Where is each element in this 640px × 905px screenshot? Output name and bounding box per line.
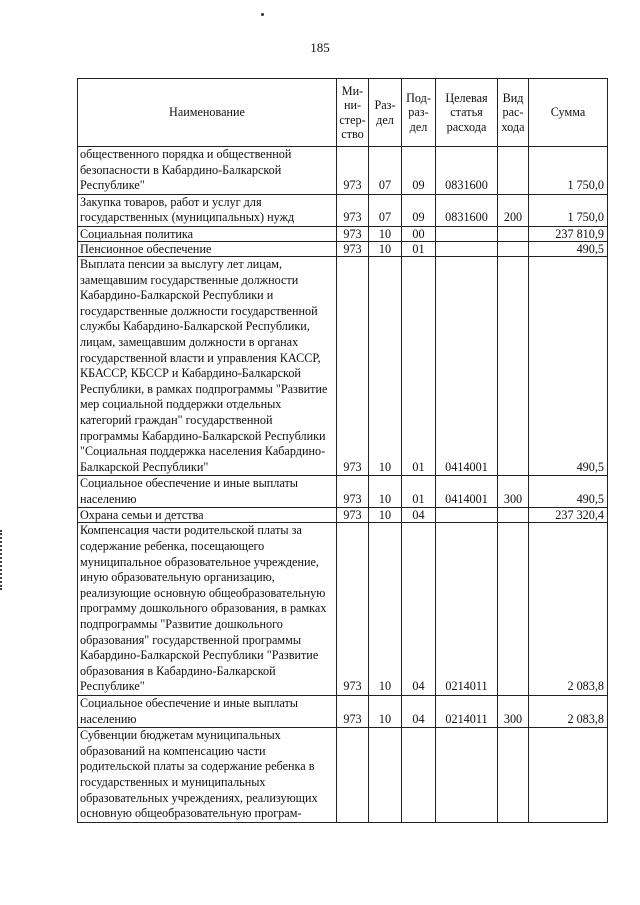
row-ministry: 973 bbox=[337, 194, 369, 226]
row-type bbox=[498, 226, 529, 241]
row-ministry bbox=[337, 728, 369, 823]
row-type: 300 bbox=[498, 696, 529, 728]
table-row bbox=[78, 194, 608, 226]
row-name: Субвенции бюджетам муниципальных образований на компенсацию части родительской платы за содержание ребенка в государственных и муниципальных образовательных учреждениях, реализующих основную общеобразовательную програм- bbox=[78, 728, 337, 823]
row-sum: 490,5 bbox=[529, 241, 608, 256]
header-sum: Сумма bbox=[529, 79, 608, 147]
row-section: 07 bbox=[369, 147, 402, 195]
row-sum: 2 083,8 bbox=[529, 696, 608, 728]
row-ministry: 973 bbox=[337, 508, 369, 523]
row-sum: 237 320,4 bbox=[529, 508, 608, 523]
page-number: 185 bbox=[310, 40, 330, 55]
row-sum: 2 083,8 bbox=[529, 523, 608, 696]
row-sum: 1 750,0 bbox=[529, 194, 608, 226]
row-section: 10 bbox=[369, 696, 402, 728]
row-target: 0414001 bbox=[436, 476, 498, 508]
row-type bbox=[498, 241, 529, 256]
row-section: 10 bbox=[369, 241, 402, 256]
row-target bbox=[436, 241, 498, 256]
table-row bbox=[78, 728, 608, 823]
row-name: Пенсионное обеспечение bbox=[78, 241, 337, 256]
row-section: 10 bbox=[369, 508, 402, 523]
row-type bbox=[498, 728, 529, 823]
row-target: 0831600 bbox=[436, 147, 498, 195]
row-name: Социальная политика bbox=[78, 226, 337, 241]
table-row bbox=[78, 476, 608, 508]
row-ministry: 973 bbox=[337, 476, 369, 508]
row-name: Выплата пенсии за выслугу лет лицам, замещавшим государственные должности Кабардино-Балкарской Республики и государственные должности государственной службы Кабардино-Балкарской Республики, лицам, замещавшим должности в органах государственной власти и управления КАССР, КБАССР, КБССР и Кабардино-Балкарской Республики, в рамках подпрограммы "Развитие мер социальной поддержки отдельных категорий граждан" государственной программы Кабардино-Балкарской Республики "Социальная поддержка населения Кабардино-Балкарской Республики" bbox=[78, 256, 337, 475]
row-sum: 490,5 bbox=[529, 476, 608, 508]
row-subsection: 01 bbox=[402, 241, 436, 256]
row-subsection: 00 bbox=[402, 226, 436, 241]
row-target bbox=[436, 226, 498, 241]
row-subsection bbox=[402, 728, 436, 823]
row-name: общественного порядка и общественной безопасности в Кабардино-Балкарской Республике" bbox=[78, 147, 337, 195]
row-name: Закупка товаров, работ и услуг для государственных (муниципальных) нужд bbox=[78, 194, 337, 226]
row-subsection: 01 bbox=[402, 476, 436, 508]
row-section bbox=[369, 728, 402, 823]
row-type bbox=[498, 147, 529, 195]
row-name: Охрана семьи и детства bbox=[78, 508, 337, 523]
row-target: 0214011 bbox=[436, 523, 498, 696]
row-type bbox=[498, 508, 529, 523]
budget-table bbox=[77, 78, 608, 823]
header-type: Вид рас- хода bbox=[498, 79, 529, 147]
row-section: 10 bbox=[369, 256, 402, 475]
header-name: Наименование bbox=[78, 79, 337, 147]
table-row bbox=[78, 508, 608, 523]
row-target: 0414001 bbox=[436, 256, 498, 475]
row-ministry: 973 bbox=[337, 256, 369, 475]
row-sum: 237 810,9 bbox=[529, 226, 608, 241]
scan-dot bbox=[261, 13, 264, 16]
row-sum: 1 750,0 bbox=[529, 147, 608, 195]
row-type: 200 bbox=[498, 194, 529, 226]
table-row bbox=[78, 226, 608, 241]
row-ministry: 973 bbox=[337, 226, 369, 241]
table-row bbox=[78, 241, 608, 256]
row-subsection: 04 bbox=[402, 508, 436, 523]
header-target: Целевая статья расхода bbox=[436, 79, 498, 147]
row-ministry: 973 bbox=[337, 523, 369, 696]
row-ministry: 973 bbox=[337, 147, 369, 195]
row-target: 0831600 bbox=[436, 194, 498, 226]
row-type: 300 bbox=[498, 476, 529, 508]
row-subsection: 04 bbox=[402, 696, 436, 728]
row-name: Компенсация части родительской платы за содержание ребенка, посещающего муниципальное образовательное учреждение, иную образовательную организацию, реализующие основную общеобразовательную программу дошкольного образования, в рамках подпрограммы "Развитие дошкольного образования" государственной программы Кабардино-Балкарской Республики "Развитие образования в Кабардино-Балкарской Республике" bbox=[78, 523, 337, 696]
row-ministry: 973 bbox=[337, 241, 369, 256]
row-name: Социальное обеспечение и иные выплаты населению bbox=[78, 476, 337, 508]
row-subsection: 09 bbox=[402, 147, 436, 195]
header-ministry: Ми- ни- стер- ство bbox=[337, 79, 369, 147]
row-target bbox=[436, 508, 498, 523]
row-target bbox=[436, 728, 498, 823]
row-subsection: 01 bbox=[402, 256, 436, 475]
margin-marks bbox=[0, 530, 6, 590]
row-type bbox=[498, 523, 529, 696]
row-ministry: 973 bbox=[337, 696, 369, 728]
table-row bbox=[78, 147, 608, 195]
table-row bbox=[78, 696, 608, 728]
row-section: 10 bbox=[369, 226, 402, 241]
row-subsection: 09 bbox=[402, 194, 436, 226]
table-header-row bbox=[78, 79, 608, 147]
row-section: 10 bbox=[369, 476, 402, 508]
table-row bbox=[78, 523, 608, 696]
row-type bbox=[498, 256, 529, 475]
row-target: 0214011 bbox=[436, 696, 498, 728]
row-section: 10 bbox=[369, 523, 402, 696]
row-section: 07 bbox=[369, 194, 402, 226]
header-section: Раз- дел bbox=[369, 79, 402, 147]
table-row bbox=[78, 256, 608, 475]
header-subsection: Под- раз- дел bbox=[402, 79, 436, 147]
row-sum: 490,5 bbox=[529, 256, 608, 475]
row-sum bbox=[529, 728, 608, 823]
row-name: Социальное обеспечение и иные выплаты населению bbox=[78, 696, 337, 728]
row-subsection: 04 bbox=[402, 523, 436, 696]
